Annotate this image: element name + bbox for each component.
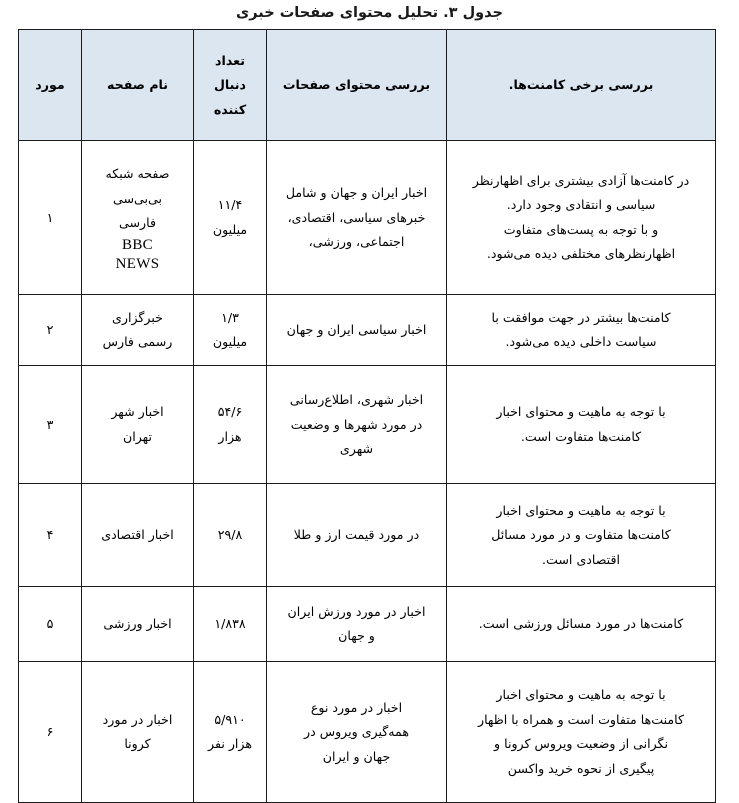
cell-page-name	[82, 662, 194, 803]
table-header	[19, 30, 716, 141]
cell-followers-count	[194, 141, 267, 295]
column-header-comment-review: بررسی برخی کامنت‌ها.	[447, 30, 716, 141]
column-header-page-name: نام صفحه	[82, 30, 194, 141]
text-line: بی‌بی‌سی	[112, 190, 163, 206]
text-line: اخبار شهری، اطلاع‌رسانی	[289, 392, 424, 408]
cell-followers-count	[194, 662, 267, 803]
text-line: و جهان	[338, 628, 375, 644]
text-line: اخبار اقتصادی	[101, 527, 174, 543]
table-container	[21, 29, 718, 803]
text-line: در کامنت‌ها آزادی بیشتری برای اظهارنظر	[472, 172, 690, 188]
column-header-item: مورد	[19, 30, 82, 141]
cell-page-name	[82, 295, 194, 366]
news-pages-analysis-table	[18, 29, 716, 803]
text-line: نگرانی از وضعیت ویروس کرونا و	[494, 736, 668, 752]
text-line: هزار	[218, 428, 242, 444]
text-line: با توجه به ماهیت و محتوای اخبار	[496, 687, 666, 703]
text-line: رسمی فارس	[102, 334, 173, 350]
text-line: اقتصادی است.	[542, 551, 620, 567]
text-line: اخبار در مورد نوع	[310, 699, 403, 715]
text-line: و با توجه به پست‌های متفاوت	[503, 221, 659, 237]
cell-item-number: ۴	[19, 484, 82, 587]
text-line: میلیون	[212, 334, 248, 350]
table-row	[19, 141, 716, 295]
text-line: NEWS	[115, 255, 160, 272]
text-line: اخبار ورزشی	[103, 616, 172, 632]
text-line: اخبار ایران و جهان و شامل	[285, 185, 428, 201]
cell-followers-count	[194, 587, 267, 662]
cell-followers-count	[194, 484, 267, 587]
table-row	[19, 295, 716, 366]
text-line: در مورد شهرها و وضعیت	[290, 416, 423, 432]
cell-comment-review	[447, 662, 716, 803]
cell-item-number: ۳	[19, 366, 82, 484]
cell-content-review	[267, 662, 447, 803]
cell-comment-review	[447, 366, 716, 484]
table-body	[19, 141, 716, 803]
text-line: کامنت‌ها در مورد مسائل ورزشی است.	[478, 616, 684, 632]
text-line: فارسی	[119, 215, 156, 231]
cell-page-name	[82, 141, 194, 295]
text-line: تهران	[122, 428, 152, 444]
cell-followers-count	[194, 366, 267, 484]
text-line: ۲۹/۸	[217, 527, 243, 543]
text-line: هزار نفر	[208, 736, 252, 752]
cell-comment-review	[447, 484, 716, 587]
text-line: اظهارنظرهای مختلفی دیده می‌شود.	[486, 246, 676, 262]
table-header-row	[19, 30, 716, 141]
table-caption: جدول ۳. تحلیل محتوای صفحات خبری	[236, 5, 503, 21]
text-line: اخبار در مورد ورزش ایران	[287, 603, 426, 619]
table-row	[19, 366, 716, 484]
column-header-content-review: بررسی محتوای صفحات	[267, 30, 447, 141]
text-line: در مورد قیمت ارز و طلا	[293, 527, 420, 543]
text-line: خبرگزاری	[112, 309, 163, 325]
text-line: کرونا	[124, 736, 151, 752]
column-header-followers: تعداد دنبال کننده	[194, 30, 267, 141]
text-line: BBC	[122, 236, 153, 253]
text-line: کامنت‌ها متفاوت و در مورد مسائل	[491, 527, 671, 543]
cell-page-name	[82, 366, 194, 484]
cell-item-number: ۶	[19, 662, 82, 803]
text-line: اخبار در مورد	[102, 711, 173, 727]
text-line: با توجه به ماهیت و محتوای اخبار	[496, 502, 666, 518]
text-line: کامنت‌ها متفاوت است.	[520, 428, 642, 444]
text-line: کامنت‌ها بیشتر در جهت موافقت با	[491, 309, 671, 325]
text-line: کامنت‌ها متفاوت است و همراه با اظهار	[478, 711, 684, 727]
cell-content-review	[267, 141, 447, 295]
text-line: با توجه به ماهیت و محتوای اخبار	[496, 404, 666, 420]
text-line: میلیون	[212, 221, 248, 237]
text-line: ۱۱/۴	[217, 197, 243, 213]
cell-content-review	[267, 587, 447, 662]
cell-page-name	[82, 587, 194, 662]
cell-item-number: ۱	[19, 141, 82, 295]
cell-item-number: ۵	[19, 587, 82, 662]
text-line: پیگیری از نحوه خرید واکسن	[507, 760, 655, 776]
text-line: اجتماعی، ورزشی،	[308, 234, 405, 250]
text-line: صفحه شبکه	[105, 166, 170, 182]
table-row	[19, 484, 716, 587]
cell-content-review	[267, 366, 447, 484]
cell-comment-review	[447, 141, 716, 295]
text-line: ۱/۳	[221, 309, 239, 325]
text-line: اخبار سیاسی ایران و جهان	[286, 322, 427, 338]
cell-content-review	[267, 484, 447, 587]
cell-followers-count	[194, 295, 267, 366]
text-line: جهان و ایران	[322, 748, 391, 764]
text-line: خبرهای سیاسی، اقتصادی،	[287, 209, 426, 225]
cell-page-name	[82, 484, 194, 587]
text-line: همه‌گیری ویروس در	[304, 724, 409, 740]
cell-comment-review	[447, 295, 716, 366]
text-line: ۱/۸۳۸	[214, 616, 246, 632]
table-row	[19, 662, 716, 803]
table-row	[19, 587, 716, 662]
text-line: شهری	[339, 441, 374, 457]
text-line: ۵۴/۶	[217, 404, 243, 420]
text-line: ۵/۹۱۰	[214, 711, 246, 727]
cell-item-number: ۲	[19, 295, 82, 366]
text-line: اخبار شهر	[111, 404, 164, 420]
cell-comment-review	[447, 587, 716, 662]
cell-content-review	[267, 295, 447, 366]
text-line: سیاست داخلی دیده می‌شود.	[505, 334, 657, 350]
text-line: سیاسی و انتقادی وجود دارد.	[506, 197, 656, 213]
